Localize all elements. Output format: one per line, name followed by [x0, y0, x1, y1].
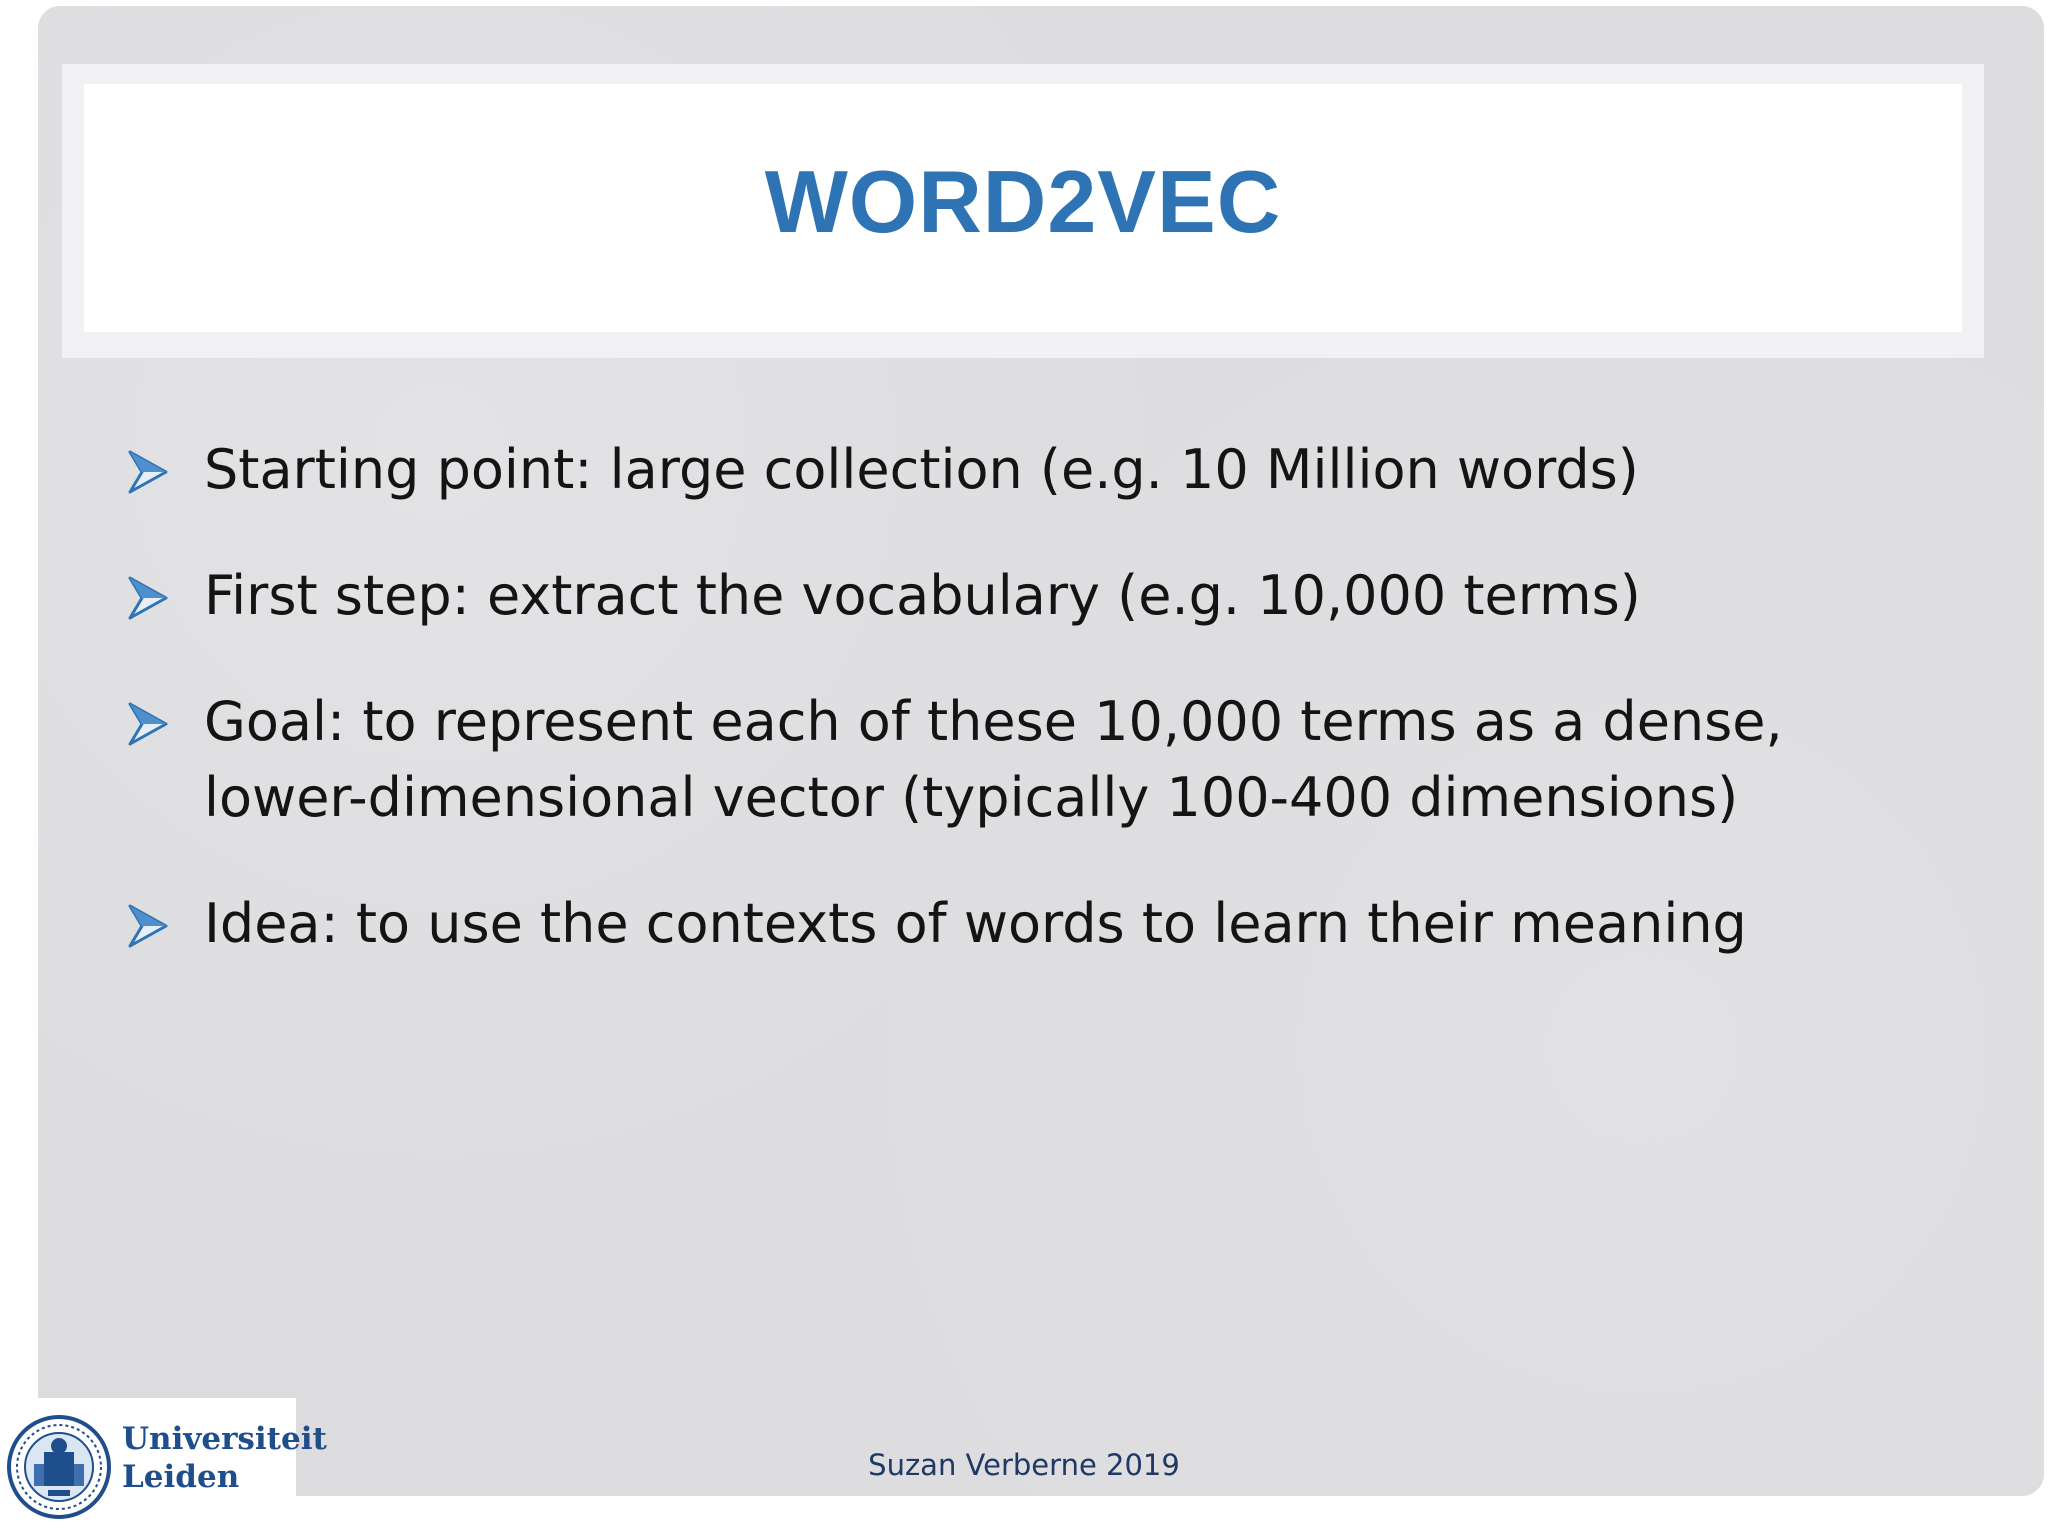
- bullet-item: [122, 558, 1902, 634]
- slide-title: WORD2VEC: [764, 152, 1282, 251]
- bullet-text: First step: extract the vocabulary (e.g. 10,000 terms): [204, 564, 1641, 627]
- university-seal-icon: [4, 1402, 114, 1532]
- title-box: [84, 84, 1962, 332]
- arrow-bullet-icon: [128, 904, 168, 948]
- arrow-bullet-icon: [128, 702, 168, 746]
- bullet-list: [122, 432, 1902, 1012]
- bullet-item: [122, 886, 1902, 962]
- logo-line-1: Universiteit: [122, 1421, 327, 1457]
- arrow-bullet-icon: [128, 450, 168, 494]
- bullet-item: [122, 684, 1902, 836]
- arrow-bullet-icon: [128, 576, 168, 620]
- logo-wordmark: [122, 1420, 327, 1496]
- footer-author: Suzan Verberne 2019: [868, 1448, 1180, 1482]
- bullet-item: [122, 432, 1902, 508]
- university-logo: [0, 1398, 327, 1536]
- logo-line-2: Leiden: [122, 1459, 240, 1495]
- bullet-text: Goal: to represent each of these 10,000 terms as a dense, lower-dimensional vector (typically 100-400 dimensions): [204, 690, 1783, 829]
- bullet-text: Starting point: large collection (e.g. 10 Million words): [204, 438, 1639, 501]
- bullet-text: Idea: to use the contexts of words to learn their meaning: [204, 892, 1747, 955]
